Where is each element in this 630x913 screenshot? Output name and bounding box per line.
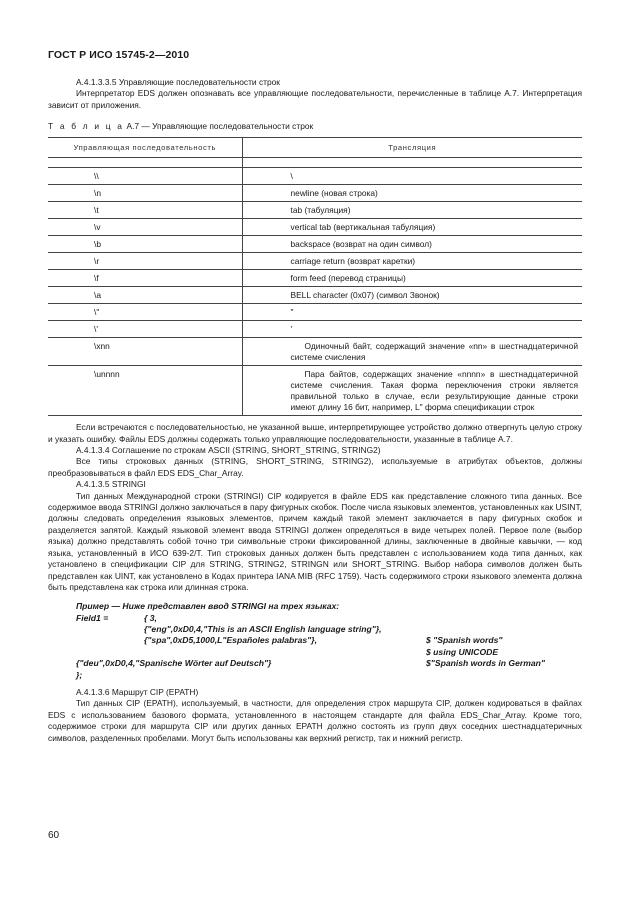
example-field-label: Field1 =: [76, 612, 109, 623]
sequence-cell: \t: [48, 202, 242, 219]
table-row: [48, 270, 582, 287]
example-comment: $ "Spanish words": [426, 635, 503, 646]
table-row: [48, 185, 582, 202]
table-row: [48, 253, 582, 270]
sequence-cell: \": [48, 304, 242, 321]
paragraph: Тип данных Международной строки (STRINGI) CIP кодируется в файле EDS как представление сложного типа данных. Все содержимое ввода STRINGI должно заключаться в пару фигурных скобок. После числа языковых элементов, установленных как USINT, должны следовать определения языковых элементов, причем каждый такой элемент заключается в пару фигурных скобок и разделяется запятой. Каждый языковой элемент ввода STRINGI должен определяться в виде четырех полей. Первое поле (выбор языка) должно представлять собой точно три символьные строки фиксированной длины, заключенные в двойные кавычки, — код языка, установленный в ИСО 639-2/T. Тип строковых данных должен быть представлен с использованием кода типа данных, как установлено в спецификации CIP для STRING, STRING2, STRINGN или SHORT_STRING. Выбор набора символов должен быть представлен как UINT, как установлено в Кодах принтера IANA MIB (RFC 1759). Часть содержимого строки языкового элемента должна быть представлена как строка или длинная строка.: [48, 490, 582, 592]
escape-sequence-table: [48, 137, 582, 416]
sequence-cell: \unnnn: [48, 366, 242, 416]
example-comment: $ using UNICODE: [426, 646, 499, 657]
translation-cell: tab (табуляция): [242, 202, 582, 219]
paragraph: Интерпретатор EDS должен опознавать все управляющие последовательности, перечисленные в таблице А.7. Интерпретация зависит от приложения.: [48, 88, 582, 110]
table-caption: [48, 121, 582, 132]
sequence-cell: \': [48, 321, 242, 338]
table-caption-title: А.7 — Управляющие последовательности строк: [124, 121, 314, 132]
sequence-cell: \b: [48, 236, 242, 253]
paragraph: Если встречаются с последовательностью, не указанной выше, интерпретирующее устройство должно отвергнуть целую строку и указать ошибку. Файлы EDS должны содержать только управляющие последовательности, указанные в таблице А.7.: [48, 422, 582, 444]
paragraph: Тип данных CIP (EPATH), используемый, в частности, для определения строк маршрута CIP, должен кодироваться в файлах EDS с использованием базового формата, установленного в настоящем стандарте для файла EDS_Char_Array. Кроме того, содержимое строки для маршрута CIP или других данных EPATH должно состоять из групп двух соседних шестнадцатеричных символов, разделенных пробелами. Могут быть использованы как верхний регистр, так и нижний регистр.: [48, 698, 582, 743]
example-code-line: {"deu",0xD0,4,"Spanische Wörter auf Deutsch"}: [76, 658, 272, 669]
example-code-line: {"eng",0xD0,4,"This is an ASCII English language string"},: [144, 624, 382, 635]
column-header-sequence: Управляющая последовательность: [48, 138, 242, 158]
table-row: [48, 366, 582, 416]
page-header: ГОСТ Р ИСО 15745-2—2010: [48, 49, 190, 61]
table-row: [48, 321, 582, 338]
table-row: [48, 168, 582, 185]
table-row: [48, 202, 582, 219]
translation-cell: [242, 366, 582, 416]
table-row: [48, 236, 582, 253]
translation-cell: [242, 338, 582, 366]
code-example: [48, 601, 582, 681]
example-code-line: {"spa",0xD5,1000,L"Españoles palabras"},: [144, 635, 317, 646]
table-row: [48, 304, 582, 321]
sequence-cell: \a: [48, 287, 242, 304]
translation-cell: ': [242, 321, 582, 338]
translation-cell: form feed (перевод страницы): [242, 270, 582, 287]
section-heading: А.4.1.3.5 STRINGI: [76, 479, 146, 490]
translation-text: Пара байтов, содержащих значение «nnnn» в шестнадцатеричной системе счисления. Такая форма переключения строки является правильной только в случае, если результирующие данные строки имеют длину 16 бит, например, L" форма спецификации строк: [290, 368, 578, 412]
sequence-cell: \v: [48, 219, 242, 236]
section-heading: А.4.1.3.4 Соглашение по строкам ASCII (STRING, SHORT_STRING, STRING2): [76, 445, 381, 456]
sequence-cell: \n: [48, 185, 242, 202]
example-code-line: { 3,: [144, 612, 157, 623]
sequence-cell: \\: [48, 168, 242, 185]
example-title: Пример — Ниже представлен ввод STRINGI на трех языках:: [76, 601, 340, 612]
translation-cell: \: [242, 168, 582, 185]
example-code-line: };: [76, 669, 83, 680]
page-number: 60: [48, 830, 60, 841]
paragraph: Все типы строковых данных (STRING, SHORT_STRING, STRING2), используемые в атрибутах объектов, должны преобразовываться в файл EDS EDS_Char_Array.: [48, 456, 582, 478]
table-caption-label: Т а б л и ц а: [48, 121, 125, 132]
page-content: [48, 77, 582, 744]
translation-cell: BELL character (0x07) (символ Звонок): [242, 287, 582, 304]
table-row: [48, 219, 582, 236]
table-row: [48, 338, 582, 366]
sequence-cell: \r: [48, 253, 242, 270]
translation-cell: vertical tab (вертикальная табуляция): [242, 219, 582, 236]
translation-cell: carriage return (возврат каретки): [242, 253, 582, 270]
column-header-translation: Трансляция: [242, 138, 582, 158]
translation-cell: newline (новая строка): [242, 185, 582, 202]
table-row: [48, 287, 582, 304]
example-comment: $"Spanish words in German": [426, 658, 545, 669]
sequence-cell: \xnn: [48, 338, 242, 366]
section-heading: А.4.1.3.6 Маршрут CIP (EPATH): [76, 687, 199, 698]
translation-text: Одиночный байт, содержащий значение «nn» в шестнадцатеричной системе счисления: [290, 340, 578, 362]
translation-cell: ": [242, 304, 582, 321]
translation-cell: backspace (возврат на один символ): [242, 236, 582, 253]
section-heading: А.4.1.3.3.5 Управляющие последовательности строк: [76, 77, 280, 87]
sequence-cell: \f: [48, 270, 242, 287]
